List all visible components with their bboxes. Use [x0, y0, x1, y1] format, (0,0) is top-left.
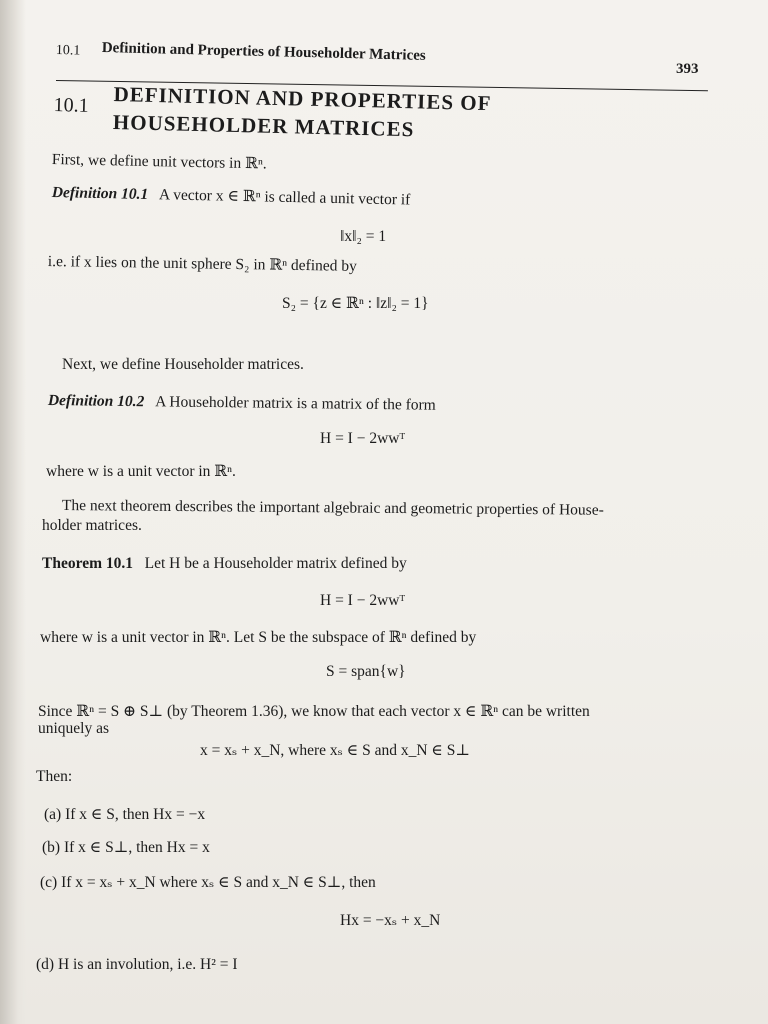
theorem-text: Let H be a Householder matrix defined by — [144, 555, 407, 572]
page-gutter-shadow — [0, 0, 26, 1024]
property-b: (b) If x ∈ S⊥, then Hx = x — [42, 839, 210, 856]
definition-label: Definition 10.1 — [51, 183, 149, 204]
next-paragraph: Next, we define Householder matrices. — [62, 356, 304, 373]
subspace-sentence: where w is a unit vector in ℝⁿ. Let S be the subspace of ℝⁿ defined by — [40, 629, 477, 646]
householder-equation: H = I − 2wwᵀ — [320, 430, 406, 447]
theorem-intro-line-1: The next theorem describes the important algebraic and geometric properties of House- — [61, 497, 604, 519]
running-header-title: Definition and Properties of Householder Matrices — [101, 40, 426, 64]
theorem-intro-line-2: holder matrices. — [42, 517, 142, 534]
decomposition-sentence-line-2: uniquely as — [38, 720, 110, 737]
property-d: (d) H is an involution, i.e. H² = I — [36, 956, 238, 973]
unit-norm-equation: ‖x‖₂ = 1 — [340, 228, 387, 245]
definition-10-1 — [52, 183, 411, 210]
then-label: Then: — [36, 768, 73, 785]
definition-text: A vector x ∈ ℝⁿ is called a unit vector if — [158, 186, 411, 209]
property-a: (a) If x ∈ S, then Hx = −x — [44, 806, 206, 823]
theorem-label: Theorem 10.1 — [42, 555, 133, 572]
unit-sphere-equation: S₂ = {z ∈ ℝⁿ : ‖z‖₂ = 1} — [282, 295, 429, 312]
property-c-equation: Hx = −xₛ + x_N — [340, 912, 441, 929]
unit-sphere-sentence: i.e. if x lies on the unit sphere S₂ in ℝⁿ defined by — [47, 252, 357, 275]
definition-text: A Householder matrix is a matrix of the form — [155, 393, 436, 414]
page-number: 393 — [676, 61, 699, 77]
span-equation: S = span{w} — [326, 663, 406, 680]
section-title-line-2: HOUSEHOLDER MATRICES — [112, 109, 415, 142]
where-unit-vector: where w is a unit vector in ℝⁿ. — [46, 463, 236, 480]
definition-10-2 — [48, 392, 436, 415]
theorem-equation: H = I − 2wwᵀ — [320, 592, 406, 609]
definition-label: Definition 10.2 — [47, 392, 145, 411]
decomposition-equation: x = xₛ + x_N, where xₛ ∈ S and x_N ∈ S⊥ — [200, 742, 470, 759]
section-title-line-1: DEFINITION AND PROPERTIES OF — [113, 81, 492, 116]
section-title — [113, 80, 492, 145]
section-number: 10.1 — [53, 94, 89, 117]
theorem-10-1 — [42, 555, 407, 573]
decomposition-sentence-line-1: Since ℝⁿ = S ⊕ S⊥ (by Theorem 1.36), we know that each vector x ∈ ℝⁿ can be written — [38, 703, 590, 720]
running-header-section-number: 10.1 — [55, 43, 81, 59]
intro-paragraph: First, we define unit vectors in ℝⁿ. — [51, 150, 267, 173]
property-c: (c) If x = xₛ + x_N where xₛ ∈ S and x_N ∈ S⊥, then — [40, 874, 376, 891]
